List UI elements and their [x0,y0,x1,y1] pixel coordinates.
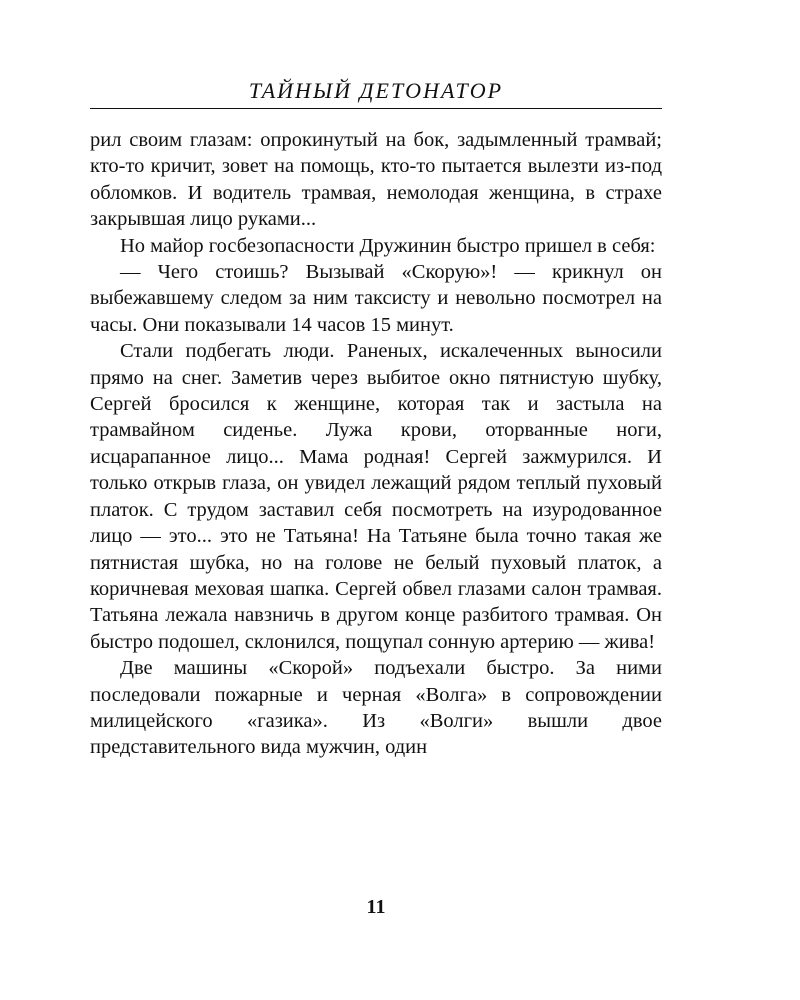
paragraph-1: рил своим глазам: опрокинутый на бок, задымленный трамвай; кто-то кричит, зовет на помощь, кто-то пытается вылезти из-под обломков. И водитель трамвая, немолодая женщина, в страхе закрывшая лицо руками... [90,129,662,231]
paragraph-2: Но майор госбезопасности Дружинин быстро пришел в себя: [120,234,656,257]
header-rule [90,108,662,109]
running-head: ТАЙНЫЙ ДЕТОНАТОР [248,78,504,103]
paragraph-4: Стали подбегать люди. Раненых, искалеченных выносили прямо на снег. Заметив через выбитое окно пятнистую шубку, Сергей бросился к женщине, которая так и застыла на трамвайном сиденье. Лужа крови, оторванные ноги, исцарапанное лицо... Мама родная! Сергей зажмурился. И только открыв глаза, он увидел лежащий рядом теплый пуховый платок. С трудом заставил себя посмотреть на изуродованное лицо — это... это не Татьяна! На Татьяне была точно такая же пятнистая шубка, но на голове не белый пуховый платок, а коричневая меховая шапка. Сергей обвел глазами салон трамвая. Татьяна лежала навзничь в другом конце разбитого трамвая. Он быстро подошел, склонился, пощупал сонную артерию — жива! [90,340,662,653]
page-number: 11 [366,896,386,918]
paragraph-5: Две машины «Скорой» подъехали быстро. За ними последовали пожарные и черная «Волга» в сопровождении милицейского «газика». Из «Волги» вышли двое представительного вида мужчин, один [90,657,662,759]
paragraph-3: — Чего стоишь? Вызывай «Скорую»! — крикнул он выбежавшему следом за ним таксисту и невольно посмотрел на часы. Они показывали 14 часов 15 минут. [90,261,662,336]
body-text [90,127,662,761]
